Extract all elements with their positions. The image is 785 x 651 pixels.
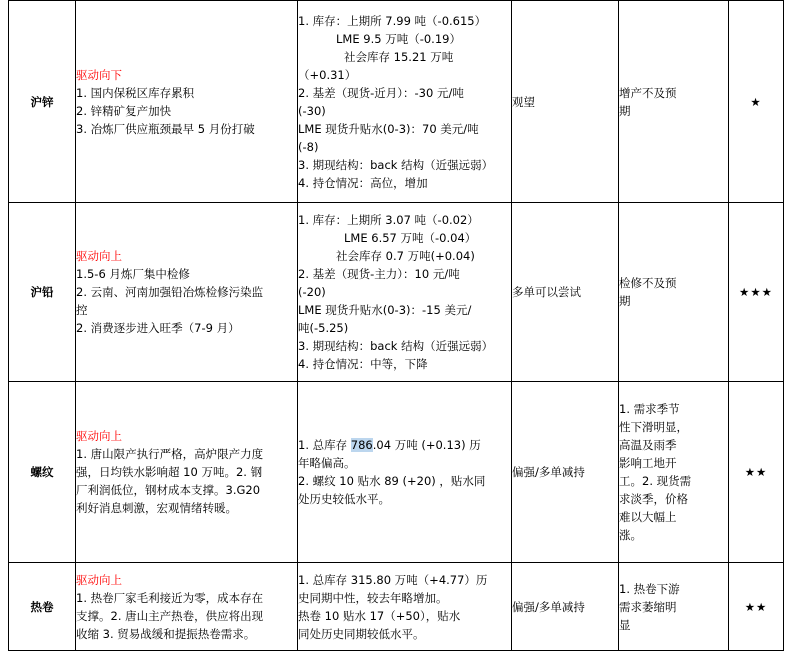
data-line: 3. 期现结构：back 结构（近强远弱） xyxy=(298,339,494,353)
risk-cell xyxy=(619,203,729,382)
data-line: (-30) xyxy=(298,103,326,118)
driver-line: 1. 热卷厂家毛利接近为零，成本存在 xyxy=(76,590,264,605)
data-line: 4. 持仓情况：高位，增加 xyxy=(298,175,428,190)
driver-line: 强，日均铁水影响超 10 万吨。2. 钢 xyxy=(76,465,263,479)
data-line: 处历史较低水平。 xyxy=(298,492,390,506)
driver-line: 支撑。2. 唐山主产热卷，供应将出现 xyxy=(76,608,264,623)
direction-label: 驱动向上 xyxy=(76,572,122,587)
driver-line: 1. 国内保税区库存累积 xyxy=(76,85,195,100)
data-cell xyxy=(298,203,512,382)
data-line: LME 现货升贴水(0-3)：-15 美元/ xyxy=(298,303,472,317)
risk-line: 检修不及预 xyxy=(619,276,677,290)
data-line: LME 现货升贴水(0-3)：70 美元/吨 xyxy=(298,121,479,136)
data-line: LME 9.5 万吨（-0.19） xyxy=(336,31,461,46)
driver-line: 厂利润低位，钢材成本支撑。3.G20 xyxy=(76,483,261,497)
risk-line: 期 xyxy=(619,103,631,118)
risk-line: 1. 热卷下游 xyxy=(619,581,680,596)
risk-cell xyxy=(619,382,729,563)
commodity-name: 沪锌 xyxy=(9,1,76,203)
table-row xyxy=(9,382,784,563)
table-row xyxy=(9,203,784,382)
table-row xyxy=(9,563,784,651)
risk-line: 难以大幅上 xyxy=(619,510,677,524)
driver-line: 2. 消费逐步进入旺季（7-9 月） xyxy=(76,321,240,335)
data-line: 1. 库存：上期所 7.99 吨（-0.615） xyxy=(298,13,487,28)
data-line: (-20) xyxy=(298,285,326,299)
data-line: LME 6.57 万吨（-0.04） xyxy=(344,231,477,245)
commodity-name: 螺纹 xyxy=(9,382,76,563)
risk-line: 工。2. 现货需 xyxy=(619,474,692,488)
star-rating: ★★ xyxy=(729,382,784,563)
data-cell xyxy=(298,563,512,651)
view-cell: 偏强/多单减持 xyxy=(512,563,619,651)
commodity-name: 沪铅 xyxy=(9,203,76,382)
data-line: 吨(-5.25) xyxy=(298,321,349,335)
commodity-name: 热卷 xyxy=(9,563,76,651)
data-text: 1. 总库存 xyxy=(298,438,351,452)
risk-line: 求淡季，价格 xyxy=(619,492,688,506)
risk-line: 期 xyxy=(619,294,631,308)
data-line: 1. 库存：上期所 3.07 吨（-0.02） xyxy=(298,213,479,227)
data-line: 1. 总库存 315.80 万吨（+4.77）历 xyxy=(298,572,488,587)
data-line: 热卷 10 贴水 17（+50），贴水 xyxy=(298,608,461,623)
data-text: .04 万吨 (+0.13) 历 xyxy=(372,438,481,452)
driver-line: 利好消息刺激，宏观情绪转暖。 xyxy=(76,501,237,515)
risk-cell xyxy=(619,1,729,203)
data-line: 2. 基差（现货-近月）：-30 元/吨 xyxy=(298,85,464,100)
driver-line: 控 xyxy=(76,303,88,317)
risk-line: 高温及雨季 xyxy=(619,438,677,452)
data-line xyxy=(298,436,511,454)
data-line: (-8) xyxy=(298,139,319,154)
driver-cell xyxy=(76,563,298,651)
view-cell: 观望 xyxy=(512,1,619,203)
driver-cell xyxy=(76,382,298,563)
table-row xyxy=(9,1,784,203)
data-line: 社会库存 0.7 万吨(+0.04) xyxy=(336,249,475,263)
driver-line: 1.5-6 月炼厂集中检修 xyxy=(76,267,190,281)
data-line: 2. 螺纹 10 贴水 89 (+20) ，贴水同 xyxy=(298,474,486,488)
risk-line: 增产不及预 xyxy=(619,85,677,100)
view-cell: 多单可以尝试 xyxy=(512,203,619,382)
star-rating: ★ xyxy=(729,1,784,203)
risk-line: 涨。 xyxy=(619,528,642,542)
data-line: 年略偏高。 xyxy=(298,456,356,470)
view-cell: 偏强/多单减持 xyxy=(512,382,619,563)
driver-line: 2. 锌精矿复产加快 xyxy=(76,103,172,118)
data-cell xyxy=(298,382,512,563)
star-rating: ★★★ xyxy=(729,203,784,382)
data-line: 同处历史同期较低水平。 xyxy=(298,626,425,641)
data-line: 4. 持仓情况：中等，下降 xyxy=(298,357,428,371)
risk-line: 显 xyxy=(619,617,631,632)
driver-line: 1. 唐山限产执行严格，高炉限产力度 xyxy=(76,447,264,461)
driver-line: 2. 云南、河南加强铅冶炼检修污染监 xyxy=(76,285,264,299)
risk-line: 影响工地开 xyxy=(619,456,677,470)
data-line: 3. 期现结构：back 结构（近强远弱） xyxy=(298,157,494,172)
driver-line: 收缩 3. 贸易战缓和提振热卷需求。 xyxy=(76,626,256,641)
star-rating: ★★ xyxy=(729,563,784,651)
risk-line: 需求萎缩明 xyxy=(619,599,677,614)
direction-label: 驱动向上 xyxy=(76,249,122,263)
driver-line: 3. 冶炼厂供应瓶颈最早 5 月份打破 xyxy=(76,121,255,136)
data-line: 2. 基差（现货-主力）：10 元/吨 xyxy=(298,267,460,281)
direction-label: 驱动向下 xyxy=(76,67,122,82)
risk-line: 性下滑明显， xyxy=(619,420,688,434)
driver-cell xyxy=(76,203,298,382)
direction-label: 驱动向上 xyxy=(76,429,122,443)
data-line: 史同期中性，较去年略增加。 xyxy=(298,590,448,605)
futures-strategy-table xyxy=(8,0,784,651)
risk-cell xyxy=(619,563,729,651)
data-line: 社会库存 15.21 万吨 xyxy=(344,49,454,64)
data-cell xyxy=(298,1,512,203)
data-line: （+0.31） xyxy=(298,67,357,82)
selected-text-highlight[interactable]: 786 xyxy=(350,438,373,452)
driver-cell xyxy=(76,1,298,203)
risk-line: 1. 需求季节 xyxy=(619,402,680,416)
